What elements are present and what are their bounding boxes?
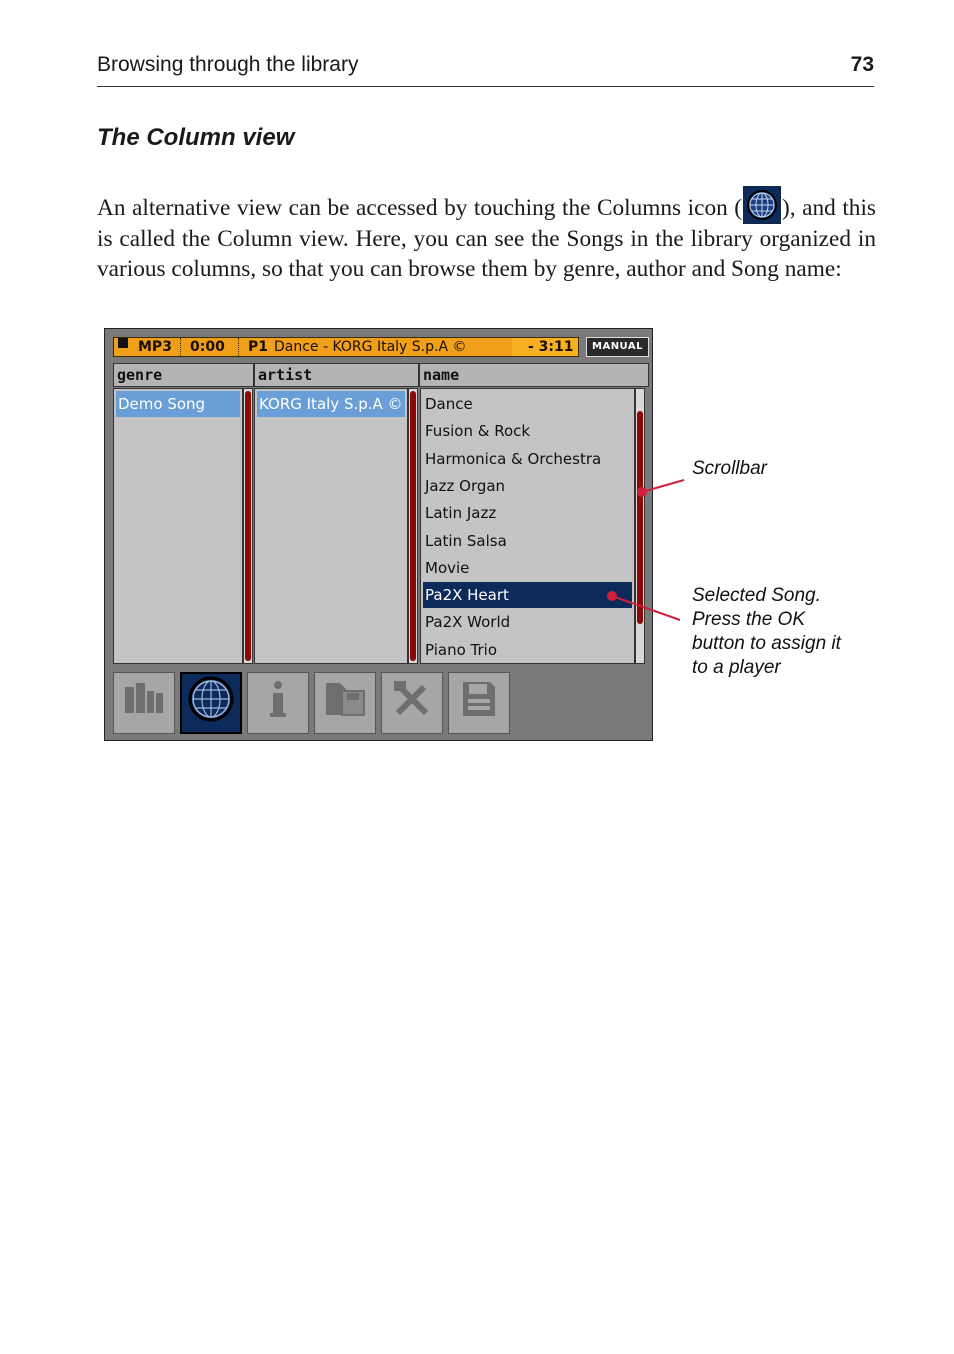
selected-callout-line xyxy=(612,596,680,620)
song-list-item[interactable]: Latin Jazz xyxy=(425,504,497,523)
scrollbar-callout-line xyxy=(642,480,684,492)
elapsed-time: 0:00 xyxy=(190,339,225,355)
genre-list-item[interactable]: Demo Song xyxy=(116,391,240,417)
callout-line: button to assign it xyxy=(692,633,841,654)
song-info: Dance - KORG Italy S.p.A © xyxy=(274,339,467,355)
callout-line: Selected Song. xyxy=(692,585,821,606)
callout-line: to a player xyxy=(692,657,781,678)
song-list-item[interactable]: Jazz Organ xyxy=(425,476,506,495)
callout-line: Press the OK xyxy=(692,609,805,630)
name-column-header[interactable]: name xyxy=(423,366,460,384)
song-list-item[interactable]: Latin Salsa xyxy=(425,531,507,550)
selected-callout-dot xyxy=(607,591,617,601)
scrollbar-callout: Scrollbar xyxy=(692,458,767,479)
page-number: 73 xyxy=(850,53,874,76)
song-list-item[interactable]: Dance xyxy=(425,395,473,413)
song-list-item[interactable]: Fusion & Rock xyxy=(425,422,531,441)
scrollbar-callout-dot xyxy=(637,487,647,497)
source-label: MP3 xyxy=(138,339,172,355)
artist-column-header[interactable]: artist xyxy=(255,364,420,386)
section-title: The Column view xyxy=(97,124,295,151)
paragraph-text-part1: An alternative view can be accessed by touching the Columns icon ( xyxy=(97,195,743,221)
song-list-item[interactable]: Pa2X Heart xyxy=(423,582,632,608)
selected-song-callout xyxy=(692,584,841,680)
running-title: Browsing through the library xyxy=(97,53,359,76)
manual-button[interactable]: MANUAL xyxy=(586,337,649,357)
song-list-item[interactable]: Piano Trio xyxy=(425,640,497,659)
song-list-item[interactable]: Movie xyxy=(425,558,470,577)
player-label: P1 xyxy=(248,339,269,355)
paragraph-text-part2: ), and this is called the Column view. Here, you can see the Songs in the library organized in various columns, so that you can browse them by genre, author and Song name: xyxy=(97,195,876,282)
remaining-time: - 3:11 xyxy=(528,339,574,355)
artist-list-item[interactable]: KORG Italy S.p.A © xyxy=(257,391,405,417)
song-list-item[interactable]: Pa2X World xyxy=(425,613,511,632)
genre-column-header[interactable]: genre xyxy=(114,364,255,386)
song-list-item[interactable]: Harmonica & Orchestra xyxy=(425,449,602,468)
